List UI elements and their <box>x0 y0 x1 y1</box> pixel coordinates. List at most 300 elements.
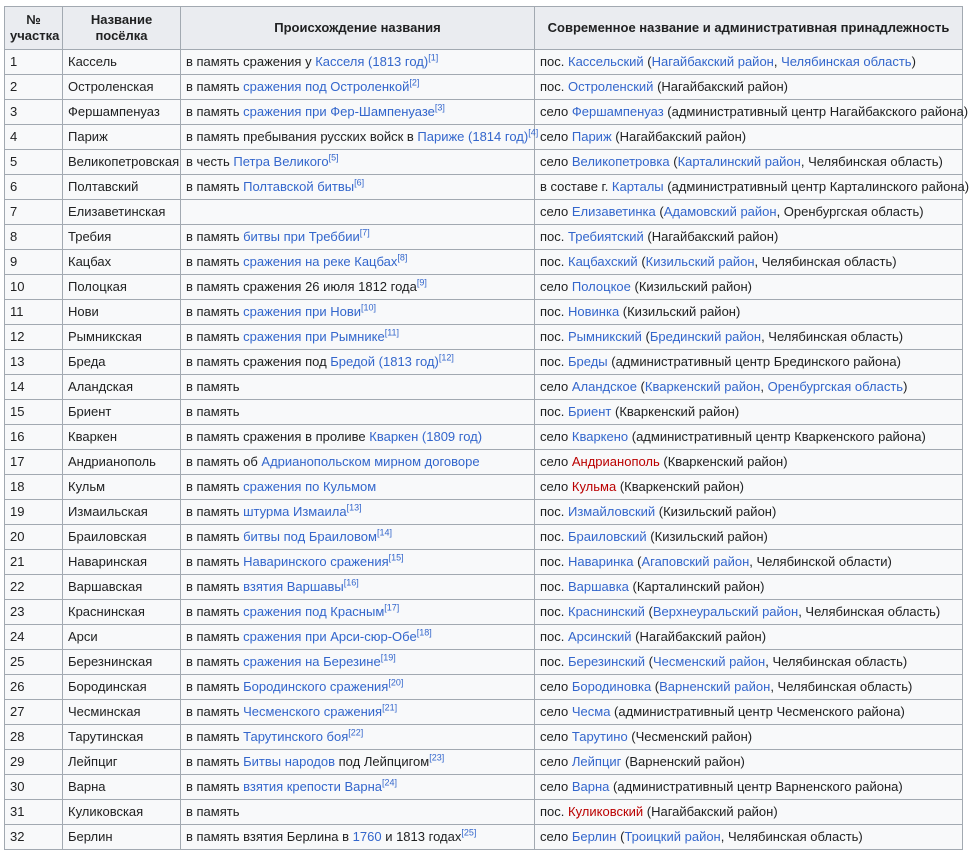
cell-settlement-name: Остроленская <box>63 75 181 100</box>
cell-text: пос. <box>540 229 568 244</box>
wiki-link[interactable]: Арсинский <box>568 629 632 644</box>
cell-origin <box>181 400 535 425</box>
cell-text: село <box>540 779 572 794</box>
cell-text: в память <box>186 254 244 269</box>
cell-text: ) <box>911 54 916 69</box>
reference-link[interactable]: [22] <box>348 727 364 738</box>
cell-origin <box>181 275 535 300</box>
wiki-link[interactable]: Лейпциг <box>571 754 622 769</box>
wiki-link[interactable]: Полтавской битвы <box>243 179 355 194</box>
cell-settlement-name: Кассель <box>63 50 181 75</box>
wiki-link[interactable]: Оренбургская область <box>767 379 904 394</box>
reference-link[interactable]: [3] <box>434 102 445 113</box>
cell-settlement-name: Бородинская <box>63 675 181 700</box>
wiki-link[interactable]: Браиловский <box>568 529 647 544</box>
cell-settlement-name: Елизаветинская <box>63 200 181 225</box>
cell-num: 8 <box>5 225 63 250</box>
cell-origin <box>181 225 535 250</box>
wiki-link[interactable]: Наваринского сражения <box>243 554 389 569</box>
cell-modern <box>535 50 963 75</box>
cell-text: пос. <box>540 504 568 519</box>
cell-modern <box>535 450 963 475</box>
cell-num: 6 <box>5 175 63 200</box>
cell-origin <box>181 750 535 775</box>
cell-text: (Нагайбакский район) <box>643 229 779 244</box>
wiki-link[interactable]: Адамовский район <box>663 204 777 219</box>
wiki-link[interactable]: Полоцкое <box>571 279 631 294</box>
reference-link[interactable]: [25] <box>461 827 477 838</box>
cell-text: (Кваркенский район) <box>616 479 744 494</box>
wiki-link[interactable]: Варшавка <box>568 579 629 594</box>
wiki-link[interactable]: Кассельский <box>568 54 644 69</box>
table-row <box>5 700 963 725</box>
cell-text: пос. <box>540 354 568 369</box>
table-row <box>5 100 963 125</box>
table-row <box>5 750 963 775</box>
wiki-link[interactable]: Березинский <box>568 654 646 669</box>
cell-settlement-name: Кацбах <box>63 250 181 275</box>
reference-link[interactable]: [11] <box>384 327 400 338</box>
cell-num: 7 <box>5 200 63 225</box>
cell-num: 30 <box>5 775 63 800</box>
wiki-link[interactable]: Кацбахский <box>568 254 638 269</box>
wiki-link[interactable]: штурма Измаила <box>243 504 347 519</box>
wiki-link[interactable]: Петра Великого <box>233 154 329 169</box>
wiki-link[interactable]: Требиятский <box>568 229 644 244</box>
cell-origin <box>181 175 535 200</box>
missing-page-link[interactable]: Кульма <box>571 479 617 494</box>
cell-text: в память сражения под <box>186 354 331 369</box>
wiki-link[interactable]: Бредой (1813 год) <box>330 354 439 369</box>
table-row <box>5 125 963 150</box>
table-row <box>5 725 963 750</box>
wiki-link[interactable]: сражения при Рымнике <box>243 329 385 344</box>
cell-text: в память <box>186 504 244 519</box>
cell-text: (Нагайбакский район) <box>611 129 747 144</box>
wiki-link[interactable]: Варненский район <box>659 679 771 694</box>
cell-text: (административный центр Чесменского района) <box>610 704 905 719</box>
cell-text: в память <box>186 729 244 744</box>
reference-link[interactable]: [9] <box>416 277 427 288</box>
table-row <box>5 450 963 475</box>
cell-modern <box>535 200 963 225</box>
cell-origin <box>181 775 535 800</box>
cell-text: в память <box>186 804 240 819</box>
cell-modern <box>535 100 969 125</box>
cell-num: 3 <box>5 100 63 125</box>
cell-num: 18 <box>5 475 63 500</box>
cell-text: (Нагайбакский район) <box>631 629 767 644</box>
cell-settlement-name: Арси <box>63 625 181 650</box>
cell-text: в составе г. <box>540 179 612 194</box>
reference-link[interactable]: [24] <box>382 777 398 788</box>
cell-num: 20 <box>5 525 63 550</box>
cell-modern <box>535 350 963 375</box>
wiki-link[interactable]: Брединский район <box>649 329 762 344</box>
cell-origin <box>181 500 535 525</box>
cell-modern <box>535 650 963 675</box>
wiki-link[interactable]: сражения при Арси-сюр-Обе <box>243 629 417 644</box>
wiki-link[interactable]: Париж <box>571 129 612 144</box>
cell-text: село <box>540 729 572 744</box>
cell-text: (Кизильский район) <box>630 279 753 294</box>
cell-text: в память <box>186 229 244 244</box>
cell-modern <box>535 475 963 500</box>
table-row <box>5 425 963 450</box>
wiki-link[interactable]: Верхнеуральский район <box>652 604 799 619</box>
cell-text: (Варненский район) <box>621 754 745 769</box>
cell-num: 5 <box>5 150 63 175</box>
wiki-link[interactable]: Варна <box>571 779 610 794</box>
cell-text: село <box>540 104 572 119</box>
wiki-link[interactable]: 1760 <box>352 829 382 844</box>
wiki-link[interactable]: Чесменского сражения <box>243 704 383 719</box>
wiki-link[interactable]: Измайловский <box>568 504 656 519</box>
reference-link[interactable]: [19] <box>380 652 396 663</box>
wiki-link[interactable]: Челябинская область <box>781 54 912 69</box>
cell-text: (Кваркенский район) <box>611 404 740 419</box>
table-row <box>5 500 963 525</box>
wiki-link[interactable]: Берлин <box>571 829 617 844</box>
header-name[interactable]: Название посёлка <box>63 7 181 50</box>
cell-origin <box>181 375 535 400</box>
table-row <box>5 575 963 600</box>
wiki-link[interactable]: Касселя (1813 год) <box>315 54 429 69</box>
cell-text: , Челябинская область) <box>800 154 943 169</box>
cell-origin <box>181 150 535 175</box>
cell-settlement-name: Кваркен <box>63 425 181 450</box>
cell-text: в память <box>186 179 244 194</box>
table-row <box>5 375 963 400</box>
wiki-link[interactable]: сражения под Красным <box>243 604 385 619</box>
wiki-link[interactable]: Адрианопольском мирном договоре <box>261 454 480 469</box>
cell-modern <box>535 225 963 250</box>
cell-num: 12 <box>5 325 63 350</box>
cell-text: пос. <box>540 629 568 644</box>
table-row <box>5 50 963 75</box>
reference-link[interactable]: [7] <box>359 227 370 238</box>
cell-modern <box>535 500 963 525</box>
header-row <box>5 7 963 50</box>
reference-link[interactable]: [2] <box>409 77 420 88</box>
wiki-link[interactable]: сражения при Нови <box>243 304 362 319</box>
cell-settlement-name: Великопетровская <box>63 150 181 175</box>
reference-link[interactable]: [20] <box>388 677 404 688</box>
header-origin[interactable]: Происхождение названия <box>181 7 535 50</box>
wiki-link[interactable]: Кизильский район <box>645 254 755 269</box>
cell-modern <box>535 725 963 750</box>
wiki-link[interactable]: Аландское <box>571 379 637 394</box>
cell-origin <box>181 650 535 675</box>
wiki-link[interactable]: сражения на Березине <box>243 654 381 669</box>
cell-text: (административный центр Брединского района) <box>607 354 901 369</box>
cell-origin <box>181 625 535 650</box>
wiki-link[interactable]: Рымникский <box>568 329 642 344</box>
cell-modern <box>535 700 963 725</box>
wiki-link[interactable]: Бородинского сражения <box>243 679 389 694</box>
cell-text: пос. <box>540 304 568 319</box>
cell-text: село <box>540 454 572 469</box>
cell-text: ( <box>633 554 642 569</box>
wiki-link[interactable]: Наваринка <box>568 554 634 569</box>
cell-settlement-name: Бреда <box>63 350 181 375</box>
cell-origin <box>181 475 535 500</box>
cell-text: ( <box>643 54 652 69</box>
reference-link[interactable]: [15] <box>388 552 404 563</box>
cell-text: село <box>540 379 572 394</box>
reference-link[interactable]: [16] <box>343 577 359 588</box>
reference-link[interactable]: [14] <box>376 527 392 538</box>
table-row <box>5 325 963 350</box>
wiki-link[interactable]: Тарутино <box>571 729 628 744</box>
cell-text: (Нагайбакский район) <box>653 79 788 94</box>
cell-text: пос. <box>540 529 568 544</box>
wiki-link[interactable]: битвы под Браиловом <box>243 529 377 544</box>
wiki-link[interactable]: Битвы народов <box>243 754 336 769</box>
cell-text: ( <box>641 329 650 344</box>
wiki-link[interactable]: Кваркено <box>571 429 629 444</box>
cell-text: в память <box>186 554 244 569</box>
cell-modern <box>535 775 963 800</box>
wiki-link[interactable]: сражения по Кульмом <box>243 479 377 494</box>
cell-text: (административный центр Кваркенского района) <box>628 429 926 444</box>
cell-text: (Нагайбакский район) <box>643 804 778 819</box>
cell-settlement-name: Требия <box>63 225 181 250</box>
cell-text: в память <box>186 629 244 644</box>
reference-link[interactable]: [5] <box>328 152 339 163</box>
cell-text: село <box>540 829 572 844</box>
wiki-link[interactable]: Чесма <box>571 704 611 719</box>
cell-num: 11 <box>5 300 63 325</box>
cell-text: , Челябинская область) <box>765 654 908 669</box>
wiki-link[interactable]: Карталы <box>611 179 664 194</box>
cell-origin <box>181 50 535 75</box>
wiki-link[interactable]: Чесменский район <box>653 654 766 669</box>
wiki-link[interactable]: Кваркен (1809 год) <box>369 429 483 444</box>
cell-settlement-name: Кульм <box>63 475 181 500</box>
cell-text: село <box>540 479 572 494</box>
cell-settlement-name: Наваринская <box>63 550 181 575</box>
reference-link[interactable]: [13] <box>346 502 362 513</box>
cell-modern <box>535 800 963 825</box>
cell-modern <box>535 425 963 450</box>
cell-text: пос. <box>540 804 568 819</box>
wiki-link[interactable]: Новинка <box>568 304 620 319</box>
cell-num: 13 <box>5 350 63 375</box>
wiki-link[interactable]: Фершампенуаз <box>571 104 664 119</box>
cell-text: под Лейпцигом <box>335 754 430 769</box>
reference-link[interactable]: [18] <box>416 627 432 638</box>
cell-text: (Карталинский район) <box>628 579 765 594</box>
wiki-link[interactable]: Бриент <box>568 404 612 419</box>
cell-text: , Челябинская область) <box>754 254 897 269</box>
table-row <box>5 800 963 825</box>
cell-text: пос. <box>540 604 568 619</box>
table-row <box>5 250 963 275</box>
cell-settlement-name: Рымникская <box>63 325 181 350</box>
reference-link[interactable]: [17] <box>384 602 400 613</box>
cell-num: 23 <box>5 600 63 625</box>
table-row <box>5 175 963 200</box>
cell-num: 21 <box>5 550 63 575</box>
cell-origin <box>181 575 535 600</box>
wiki-link[interactable]: Великопетровка <box>571 154 670 169</box>
cell-text: (административный центр Карталинского района) <box>663 179 970 194</box>
cell-text: в память <box>186 379 240 394</box>
cell-settlement-name: Бриент <box>63 400 181 425</box>
cell-origin <box>181 550 535 575</box>
cell-modern <box>535 625 963 650</box>
cell-text: пос. <box>540 254 568 269</box>
cell-text: село <box>540 704 572 719</box>
table-row <box>5 775 963 800</box>
table-row <box>5 200 963 225</box>
wiki-link[interactable]: Агаповский район <box>641 554 750 569</box>
cell-settlement-name: Чесминская <box>63 700 181 725</box>
cell-text: село <box>540 129 572 144</box>
missing-page-link[interactable]: Куликовский <box>568 804 644 819</box>
cell-text: в память об <box>186 454 262 469</box>
cell-text: в память <box>186 654 244 669</box>
cell-settlement-name: Андрианополь <box>63 450 181 475</box>
cell-text: (Кваркенский район) <box>659 454 788 469</box>
header-num[interactable]: № участка <box>5 7 63 50</box>
cell-text: в память <box>186 704 244 719</box>
cell-text: , Оренбургская область) <box>776 204 924 219</box>
wiki-link[interactable]: сражения при Фер-Шампенуазе <box>243 104 435 119</box>
cell-modern <box>535 325 963 350</box>
wiki-link[interactable]: взятия крепости Варна <box>243 779 383 794</box>
cell-origin <box>181 525 535 550</box>
cell-text: в память <box>186 329 244 344</box>
wiki-link[interactable]: Тарутинского боя <box>243 729 349 744</box>
table-row <box>5 400 963 425</box>
cell-modern <box>535 175 970 200</box>
cell-text: ( <box>655 204 664 219</box>
cell-origin <box>181 100 535 125</box>
cell-text: в память <box>186 529 244 544</box>
cell-text: , Челябинской области) <box>749 554 892 569</box>
cell-origin <box>181 300 535 325</box>
cell-text: (Кизильский район) <box>619 304 741 319</box>
missing-page-link[interactable]: Андрианополь <box>571 454 660 469</box>
cell-text: пос. <box>540 579 568 594</box>
reference-link[interactable]: [6] <box>354 177 365 188</box>
cell-modern <box>535 750 963 775</box>
cell-text: , <box>773 54 782 69</box>
reference-link[interactable]: [12] <box>438 352 454 363</box>
cell-text: и 1813 годах <box>381 829 462 844</box>
cell-settlement-name: Браиловская <box>63 525 181 550</box>
reference-link[interactable]: [10] <box>361 302 377 313</box>
wiki-link[interactable]: битвы при Треббии <box>243 229 360 244</box>
header-modern[interactable]: Современное название и административная принадлежность <box>535 7 963 50</box>
cell-modern <box>535 400 963 425</box>
cell-origin <box>181 125 539 150</box>
cell-text: в память <box>186 604 244 619</box>
table-row <box>5 625 963 650</box>
cell-modern <box>535 550 963 575</box>
cell-settlement-name: Краснинская <box>63 600 181 625</box>
cell-origin <box>181 825 535 850</box>
cell-num: 9 <box>5 250 63 275</box>
cell-text: (административный центр Нагайбакского района) <box>663 104 969 119</box>
cell-origin <box>181 200 535 225</box>
wiki-link[interactable]: Бреды <box>568 354 608 369</box>
table-row <box>5 275 963 300</box>
wiki-link[interactable]: Париже (1814 год) <box>417 129 529 144</box>
wiki-link[interactable]: Остроленский <box>568 79 654 94</box>
cell-modern <box>535 825 963 850</box>
cell-origin <box>181 675 535 700</box>
cell-num: 28 <box>5 725 63 750</box>
cell-text: в память взятия Берлина в <box>186 829 353 844</box>
cell-text: ( <box>637 254 646 269</box>
cell-text: в память сражения у <box>186 54 316 69</box>
wiki-link[interactable]: Карталинский район <box>677 154 801 169</box>
cell-settlement-name: Варна <box>63 775 181 800</box>
cell-settlement-name: Березнинская <box>63 650 181 675</box>
table-row <box>5 225 963 250</box>
cell-modern <box>535 300 963 325</box>
cell-text: в память сражения в проливе <box>186 429 370 444</box>
cell-num: 22 <box>5 575 63 600</box>
cell-origin <box>181 800 535 825</box>
reference-link[interactable]: [23] <box>429 752 445 763</box>
wiki-link[interactable]: Елизаветинка <box>571 204 656 219</box>
cell-text: (Кизильский район) <box>646 529 768 544</box>
cell-settlement-name: Лейпциг <box>63 750 181 775</box>
cell-settlement-name: Париж <box>63 125 181 150</box>
cell-modern <box>535 375 963 400</box>
reference-link[interactable]: [4] <box>528 127 539 138</box>
cell-text: село <box>540 754 572 769</box>
cell-text: пос. <box>540 404 568 419</box>
cell-num: 14 <box>5 375 63 400</box>
cell-num: 25 <box>5 650 63 675</box>
wiki-link[interactable]: сражения под Остроленкой <box>243 79 410 94</box>
wiki-link[interactable]: Троицкий район <box>624 829 721 844</box>
cell-text: в память <box>186 754 244 769</box>
cell-num: 16 <box>5 425 63 450</box>
table-row <box>5 650 963 675</box>
reference-link[interactable]: [8] <box>397 252 408 263</box>
wiki-link[interactable]: взятия Варшавы <box>243 579 344 594</box>
table-row <box>5 350 963 375</box>
cell-num: 24 <box>5 625 63 650</box>
cell-text: в память <box>186 479 244 494</box>
table-row <box>5 150 963 175</box>
reference-link[interactable]: [21] <box>382 702 398 713</box>
wiki-link[interactable]: Краснинский <box>568 604 645 619</box>
cell-text: село <box>540 204 572 219</box>
wiki-link[interactable]: сражения на реке Кацбах <box>243 254 398 269</box>
cell-num: 1 <box>5 50 63 75</box>
cell-settlement-name: Нови <box>63 300 181 325</box>
table-row <box>5 525 963 550</box>
reference-link[interactable]: [1] <box>428 52 439 63</box>
wiki-link[interactable]: Кваркенский район <box>644 379 761 394</box>
cell-settlement-name: Варшавская <box>63 575 181 600</box>
wiki-link[interactable]: Нагайбакский район <box>651 54 774 69</box>
cell-settlement-name: Полоцкая <box>63 275 181 300</box>
table-row <box>5 300 963 325</box>
wiki-link[interactable]: Бородиновка <box>571 679 652 694</box>
cell-settlement-name: Тарутинская <box>63 725 181 750</box>
cell-text: (административный центр Варненского района) <box>609 779 903 794</box>
table-row <box>5 75 963 100</box>
cell-settlement-name: Берлин <box>63 825 181 850</box>
